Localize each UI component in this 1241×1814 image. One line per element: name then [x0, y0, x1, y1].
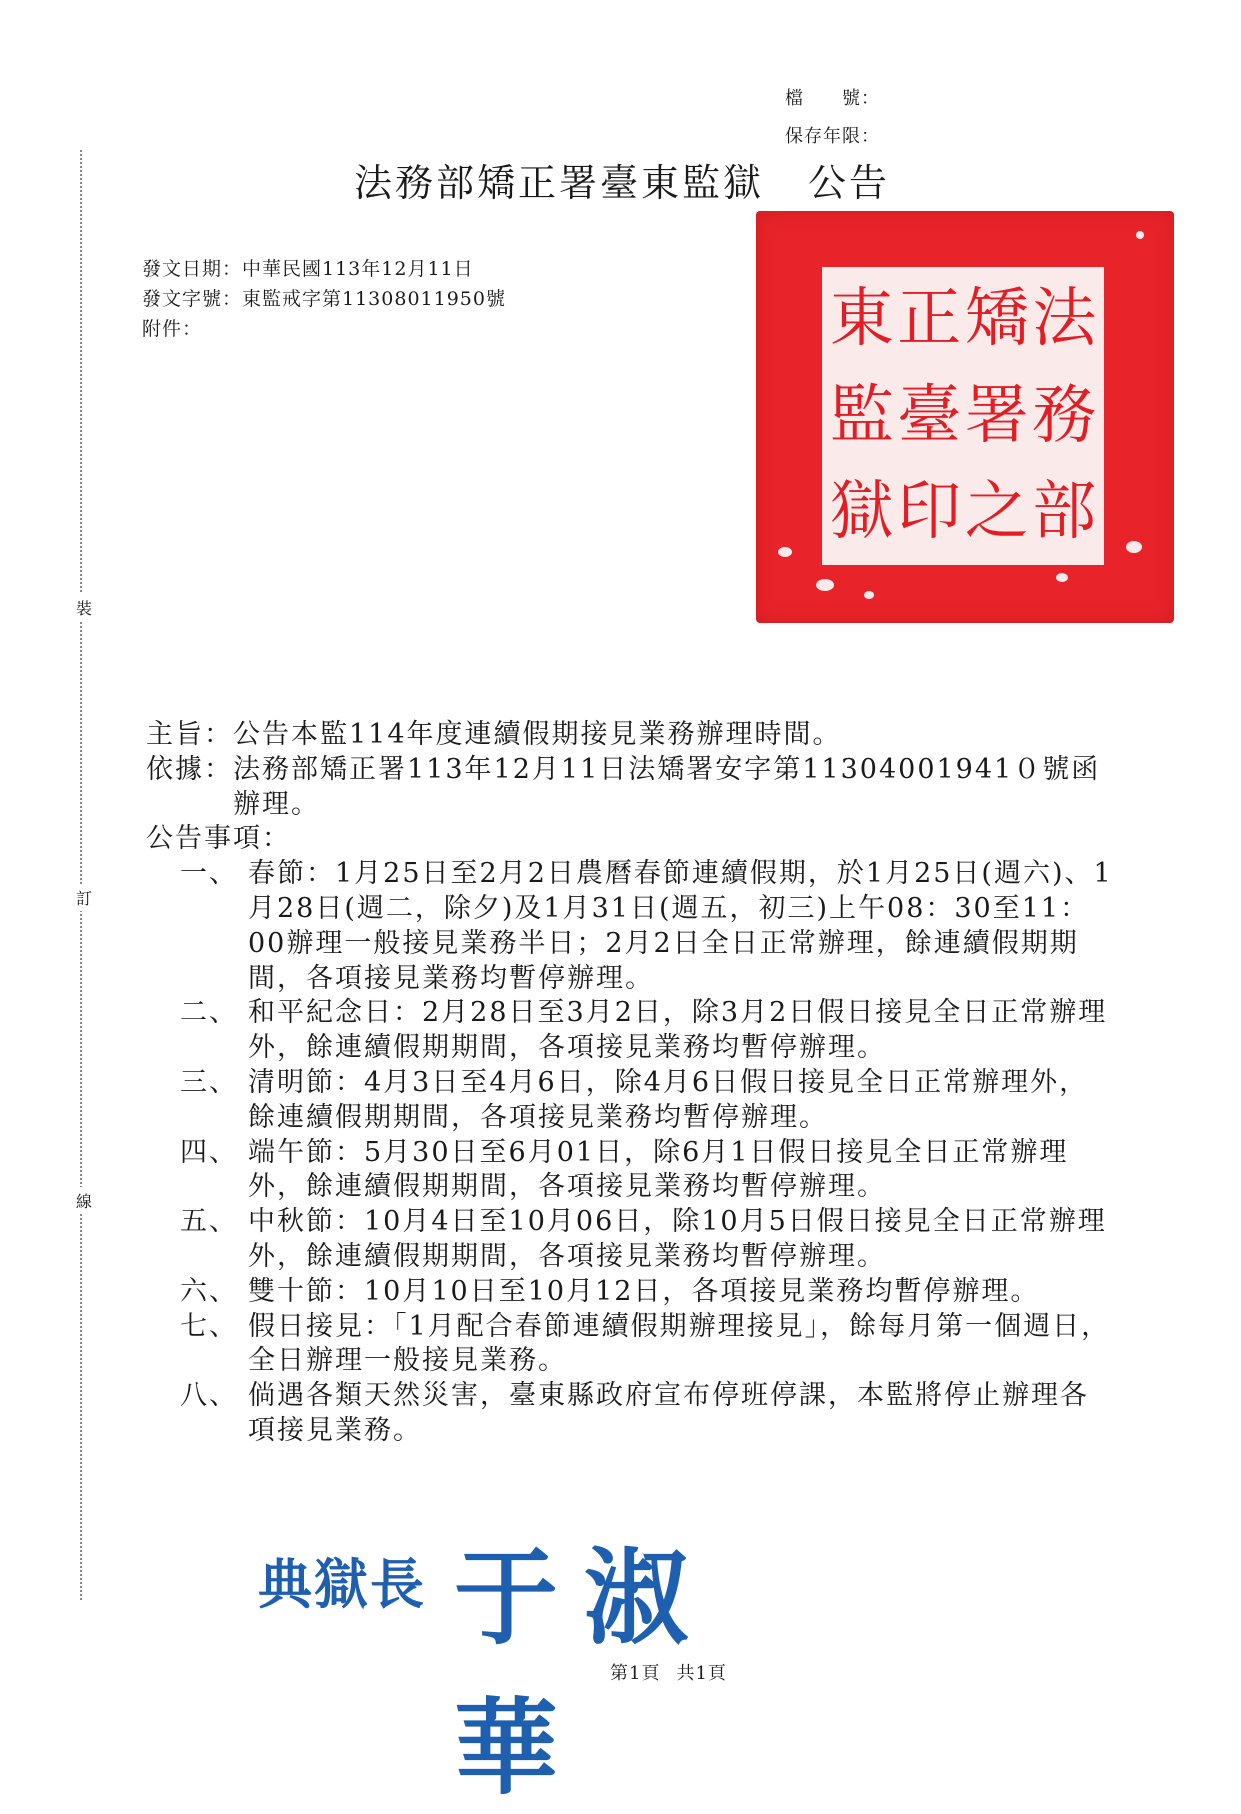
page-number — [610, 1659, 727, 1685]
file-number-label: 檔 號： — [785, 88, 880, 109]
seal-glyph: 署 — [964, 378, 1029, 453]
agency-name: 法務部矯正署臺東監獄 — [354, 161, 765, 205]
seal-glyph: 法 — [1032, 282, 1097, 356]
reference-number: 發文字號：東監戒字第11308011950號 — [142, 288, 506, 310]
announcement-body — [146, 718, 1116, 1449]
total-pages: 共1頁 — [676, 1663, 727, 1684]
item-number: 三、 — [180, 1066, 238, 1098]
seal-speck — [1136, 231, 1144, 239]
doc-type: 公告 — [808, 161, 891, 205]
list-item — [180, 996, 1116, 1066]
list-item — [180, 857, 1116, 996]
signer-title: 典獄長 — [258, 1553, 426, 1616]
item-text: 端午節：5月30日至6月01日，除6月1日假日接見全日正常辦理外，餘連續假期期間，各項接見業務均暫停辦理。 — [248, 1136, 1069, 1203]
item-number: 四、 — [180, 1136, 238, 1168]
item-text: 倘遇各類天然災害，臺東縣政府宣布停班停課，本監將停止辦理各項接見業務。 — [248, 1380, 1089, 1446]
subject-row — [146, 718, 1116, 753]
seal-glyph: 正 — [897, 282, 962, 356]
seal-speck — [778, 547, 792, 557]
item-text: 中秋節：10月4日至10月06日，除10月5日假日接見全日正常辦理外，餘連續假期期間，各項接見業務均暫停辦理。 — [248, 1206, 1107, 1272]
announcement-heading: 公告事項： — [146, 823, 291, 855]
seal-glyph: 部 — [1032, 475, 1097, 550]
attachment-label: 附件： — [142, 318, 203, 340]
list-item — [180, 1205, 1116, 1275]
item-number: 六、 — [180, 1275, 238, 1307]
binding-line — [80, 150, 82, 1600]
seal-speck — [864, 591, 874, 599]
seal-speck — [1056, 573, 1068, 582]
binding-char-ding: 訂 — [76, 884, 92, 911]
item-number: 二、 — [180, 997, 238, 1029]
item-text: 雙十節：10月10日至10月12日，各項接見業務均暫停辦理。 — [248, 1275, 1040, 1307]
current-page: 第1頁 — [610, 1663, 661, 1684]
list-item — [180, 1310, 1116, 1380]
item-text: 和平紀念日：2月28日至3月2日，除3月2日假日接見全日正常辦理外，餘連續假期期間，各項接見業務均暫停辦理。 — [248, 997, 1108, 1064]
list-item — [180, 1379, 1116, 1449]
issue-date: 發文日期：中華民國113年12月11日 — [142, 258, 474, 280]
list-item — [180, 1066, 1116, 1136]
item-number: 八、 — [180, 1380, 238, 1412]
item-text: 清明節：4月3日至4月6日，除4月6日假日接見全日正常辦理外，餘連續假期期間，各項接見業務均暫停辦理。 — [248, 1066, 1089, 1133]
binding-char-xian: 線 — [76, 1187, 92, 1214]
seal-glyph: 監 — [829, 378, 894, 453]
retention-label: 保存年限： — [785, 126, 880, 147]
seal-glyph: 獄 — [829, 475, 894, 550]
seal-glyphs — [828, 271, 1098, 561]
announcement-items — [146, 857, 1116, 1449]
subject-label: 主旨： — [146, 719, 233, 750]
item-number: 一、 — [180, 858, 238, 890]
item-number: 七、 — [180, 1310, 238, 1342]
binding-char-zhuang: 裝 — [76, 594, 92, 621]
basis-label: 依據： — [146, 753, 233, 785]
seal-speck — [1126, 541, 1142, 553]
seal-glyph: 矯 — [964, 282, 1029, 356]
item-text: 春節：1月25日至2月2日農曆春節連續假期，於1月25日(週六)、1月28日(週二，除夕)及1月31日(週五，初三)上午08：30至11：00辦理一般接見業務半日；2月2日全日正常辦理，餘連續假期期間，各項接見業務均暫停辦理。 — [248, 858, 1113, 994]
list-item — [180, 1275, 1116, 1310]
seal-glyph: 臺 — [897, 378, 962, 453]
item-number: 五、 — [180, 1206, 238, 1238]
basis-text: 法務部矯正署113年12月11日法矯署安字第11304001941０號函辦理。 — [233, 753, 1101, 820]
document-title — [354, 152, 890, 207]
seal-glyph: 務 — [1032, 378, 1097, 453]
seal-glyph: 印 — [897, 475, 962, 550]
signer-name: 于淑華 — [454, 1537, 715, 1809]
seal-glyph: 東 — [829, 282, 894, 356]
seal-speck — [816, 579, 834, 591]
basis-row — [146, 753, 1116, 823]
seal-glyph: 之 — [964, 475, 1029, 550]
official-seal — [756, 211, 1174, 623]
list-item — [180, 1136, 1116, 1206]
subject-text: 公告本監114年度連續假期接見業務辦理時間。 — [233, 719, 842, 750]
item-text: 假日接見：「1月配合春節連續假期辦理接見」，餘每月第一個週日，全日辦理一般接見業務。 — [248, 1310, 1111, 1377]
